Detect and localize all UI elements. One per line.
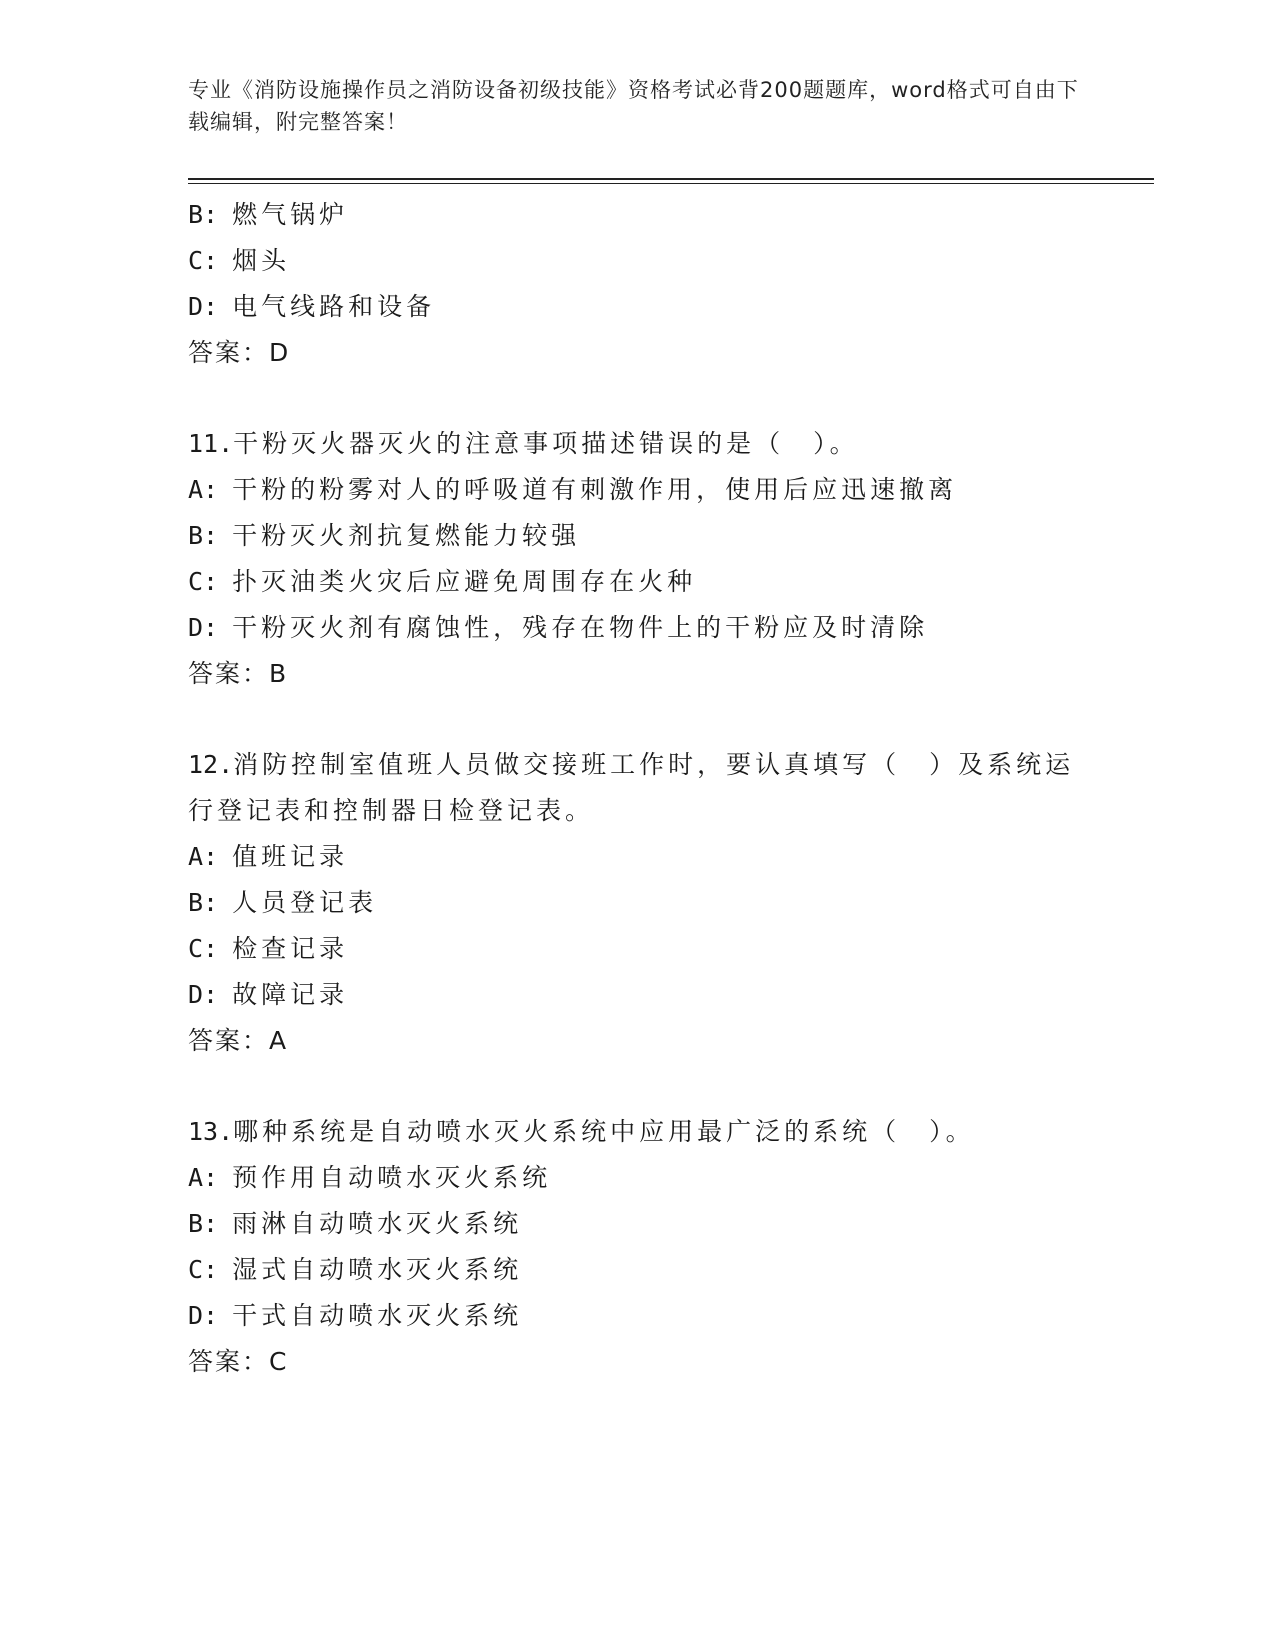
answer: 答案：C	[188, 1347, 289, 1376]
option-d: D: 干式自动喷水灭火系统	[188, 1301, 523, 1330]
option-b: B: 雨淋自动喷水灭火系统	[188, 1209, 523, 1238]
question-block-12	[188, 742, 1088, 1064]
option-c: C: 扑灭油类火灾后应避免周围存在火种	[188, 567, 697, 596]
answer: 答案：B	[188, 659, 289, 688]
answer: 答案：D	[188, 338, 291, 367]
option-a: A: 预作用自动喷水灭火系统	[188, 1163, 552, 1192]
option-d: D: 故障记录	[188, 980, 349, 1009]
question-text: 12.消防控制室值班人员做交接班工作时，要认真填写（ ）及系统运	[188, 750, 1075, 779]
option-d: D: 电气线路和设备	[188, 292, 436, 321]
question-block-11	[188, 421, 1088, 697]
option-c: C: 烟头	[188, 246, 291, 275]
option-a: A: 值班记录	[188, 842, 349, 871]
page-header: 专业《消防设施操作员之消防设备初级技能》资格考试必背200题题库，word格式可自由下载编辑，附完整答案！	[188, 78, 1079, 134]
option-a: A: 干粉的粉雾对人的呼吸道有刺激作用，使用后应迅速撤离	[188, 475, 958, 504]
option-c: C: 湿式自动喷水灭火系统	[188, 1255, 523, 1284]
option-d: D: 干粉灭火剂有腐蚀性，残存在物件上的干粉应及时清除	[188, 613, 929, 642]
option-c: C: 检查记录	[188, 934, 349, 963]
question-text: 13.哪种系统是自动喷水灭火系统中应用最广泛的系统（ ）。	[188, 1117, 975, 1146]
question-block-10-tail	[188, 192, 1088, 376]
question-list	[188, 192, 1088, 1385]
question-text: 11.干粉灭火器灭火的注意事项描述错误的是（ ）。	[188, 429, 859, 458]
answer: 答案：A	[188, 1026, 289, 1055]
option-b: B: 人员登记表	[188, 888, 378, 917]
question-text-continued: 行登记表和控制器日检登记表。	[188, 796, 595, 825]
header-divider	[188, 178, 1154, 184]
option-b: B: 干粉灭火剂抗复燃能力较强	[188, 521, 581, 550]
option-b: B: 燃气锅炉	[188, 200, 349, 229]
question-block-13	[188, 1109, 1088, 1385]
